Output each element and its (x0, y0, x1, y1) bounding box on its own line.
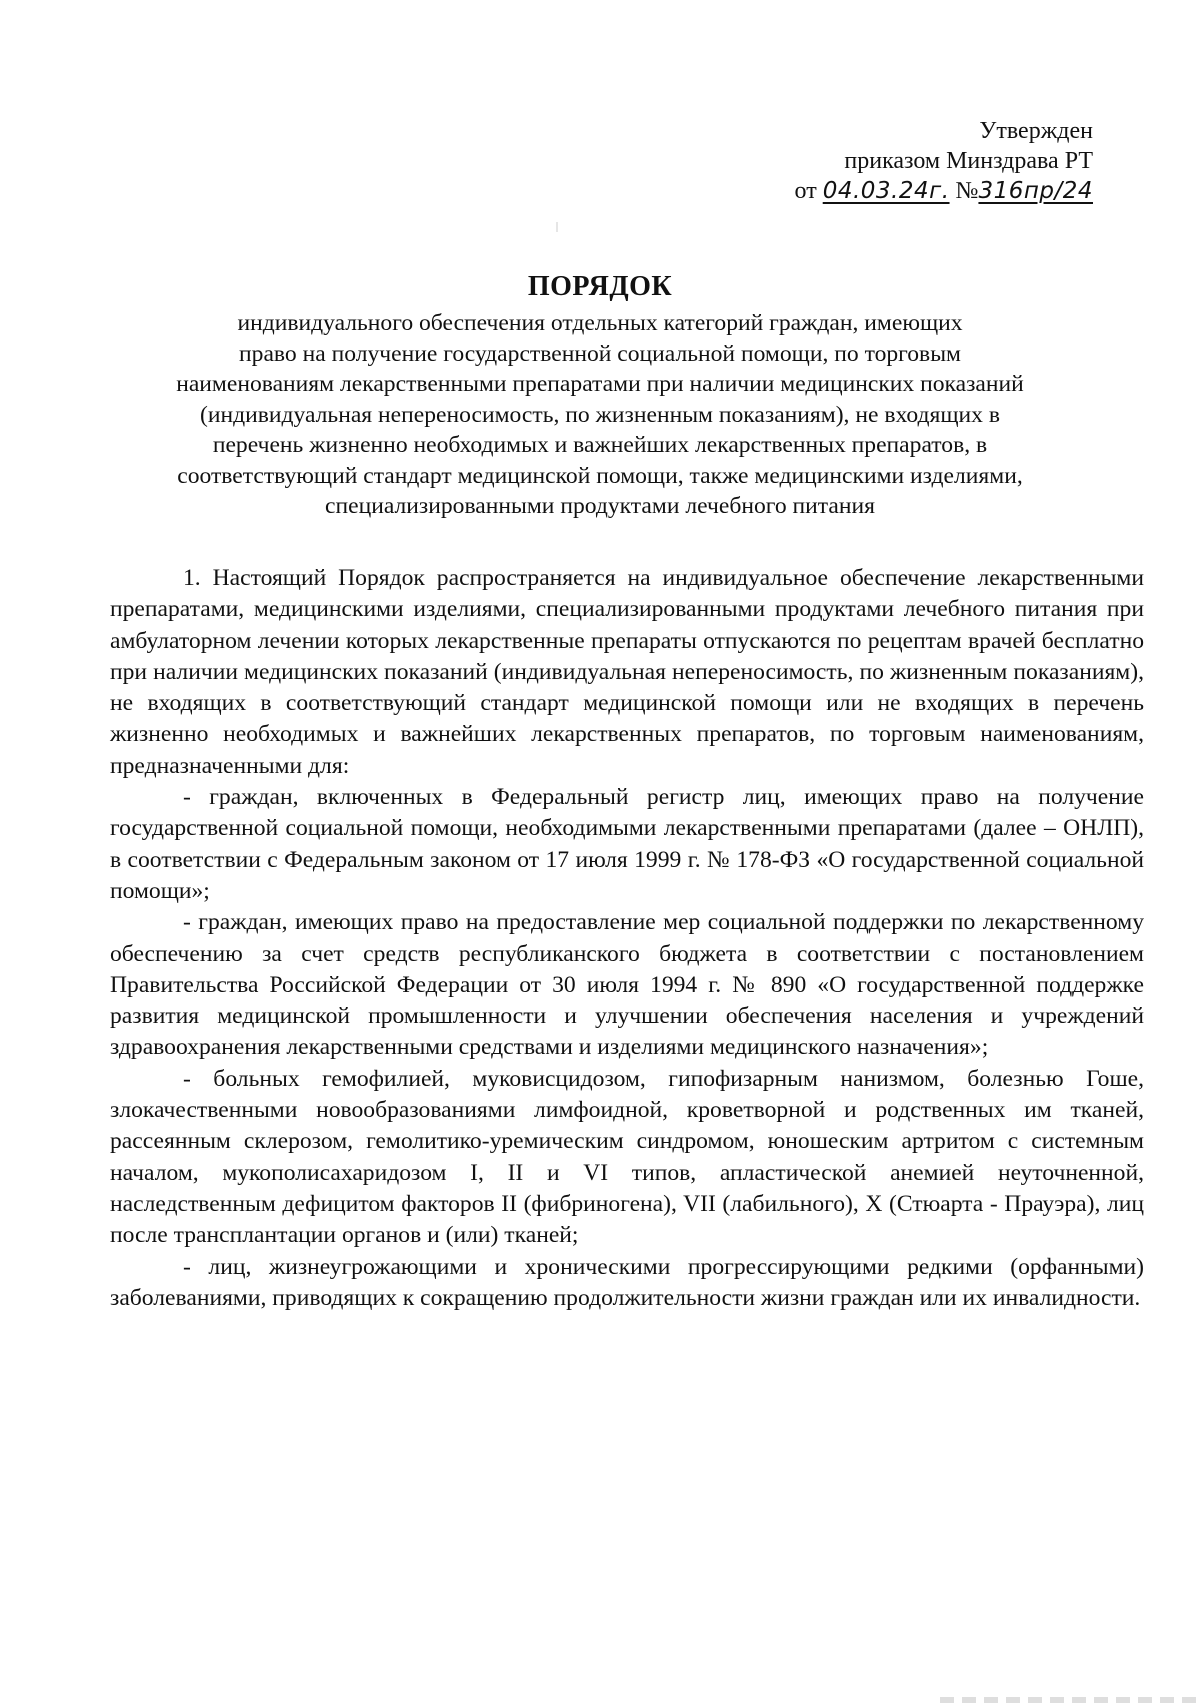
subtitle-line: индивидуального обеспечения отдельных категорий граждан, имеющих (237, 310, 963, 336)
document-subtitle (100, 308, 1100, 522)
subtitle-line: (индивидуальная непереносимость, по жизненным показаниям), не входящих в (199, 401, 1000, 428)
subtitle-line: специализированными продуктами лечебного питания (325, 493, 875, 519)
paragraph-1: 1. Настоящий Порядок распространяется на индивидуальное обеспечение лекарственными препаратами, медицинскими изделиями, специализированными продуктами лечебного питания при амбулаторном лечении которых лекарственные препараты отпускаются по рецептам врачей бесплатно при наличии медицинских показаний (индивидуальная непереносимость, по жизненным показаниям), не входящих в соответствующий стандарт медицинской помощи или не входящих в перечень жизненно необходимых и важнейших лекарственных препаратов, по торговым наименованиям, предназначенными для: (110, 565, 1144, 779)
list-item-orphan-diseases: - лиц, жизнеугрожающими и хроническими прогрессирующими редкими (орфанными) заболеваниями, приводящих к сокращению продолжительности жизни граждан или их инвалидности. (110, 1253, 1144, 1311)
approval-line-3 (795, 176, 1093, 206)
date-prefix: от (794, 178, 817, 204)
subtitle-line: перечень жизненно необходимых и важнейших лекарственных препаратов, в (212, 432, 988, 458)
subtitle-line: право на получение государственной социальной помощи, по торговым (239, 340, 961, 367)
scan-artifact-bottom (940, 1697, 1200, 1703)
subtitle-line: соответствующий стандарт медицинской помощи, также медицинскими изделиями, (177, 462, 1023, 489)
list-item-regional-budget: - граждан, имеющих право на предоставление мер социальной поддержки по лекарственному обеспечению за счет средств республиканского бюджета в соответствии с постановлением Правительства Российской Федерации от 30 июля 1994 г. № 890 «О государственной поддержке развития медицинской промышленности и улучшении обеспечения населения и учреждений здравоохранения лекарственными средствами и изделиями медицинского назначения»; (110, 909, 1144, 1061)
list-item-onlp: - граждан, включенных в Федеральный регистр лиц, имеющих право на получение государственной социальной помощи, необходимыми лекарственными препаратами (далее – ОНЛП), в соответствии с Федеральным законом от 17 июля 1999 г. № 178-ФЗ «О государственной социальной помощи»; (110, 784, 1144, 904)
scan-artifact (556, 222, 558, 232)
list-item-diseases: - больных гемофилией, муковисцидозом, гипофизарным нанизмом, болезнью Гоше, злокачественными новообразованиями лимфоидной, кроветворной и родственных им тканей, рассеянным склерозом, гемолитико-уремическим синдромом, юношеским артритом с системным началом, мукополисахаридозом I, II и VI типов, апластической анемией неуточненной, наследственным дефицитом факторов II (фибриногена), VII (лабильного), X (Стюарта - Прауэра), лиц после трансплантации органов и (или) тканей; (110, 1065, 1144, 1249)
handwritten-date: 04.03.24г. (822, 178, 950, 204)
number-prefix: № (955, 178, 979, 204)
approval-line-1: Утвержден (979, 118, 1093, 144)
approval-line-2: приказом Минздрава РТ (844, 148, 1093, 174)
document-title: ПОРЯДОК (527, 271, 673, 302)
subtitle-line: наименованиям лекарственными препаратами при наличии медицинских показаний (176, 371, 1024, 397)
handwritten-number: 316пр/24 (978, 178, 1093, 204)
approval-block (795, 116, 1093, 206)
document-body (110, 563, 1144, 1314)
